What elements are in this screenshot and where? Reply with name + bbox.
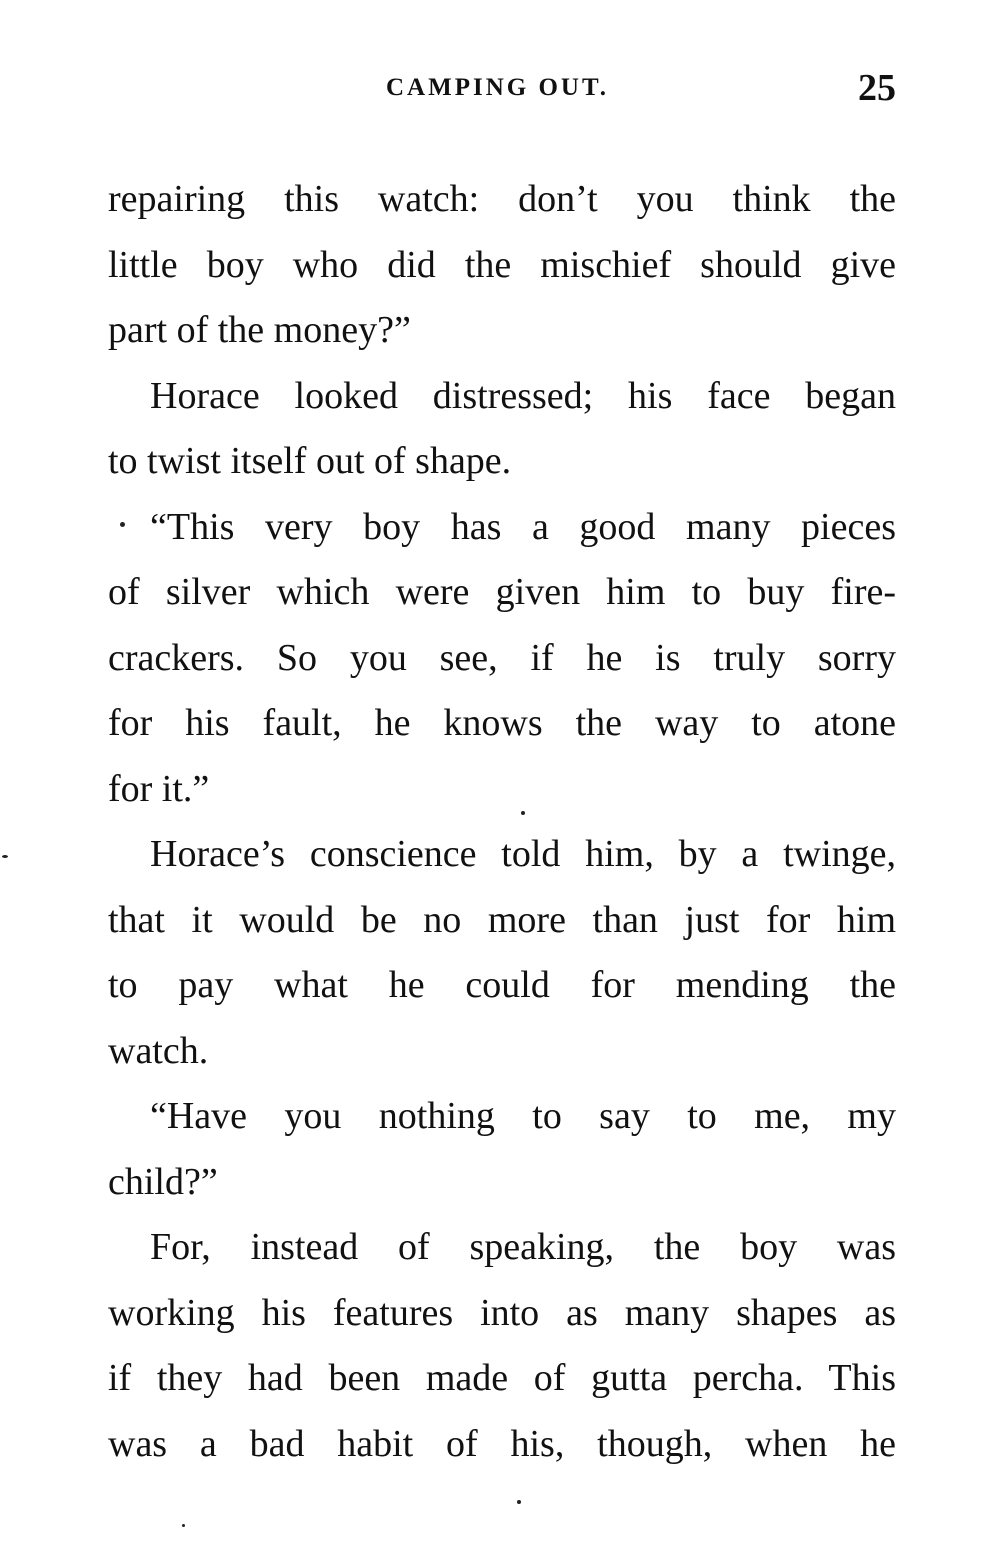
- body-text: [108, 167, 896, 1477]
- text-line: little boy who did the mischief should give: [108, 243, 896, 286]
- print-speck: [521, 811, 525, 815]
- text-line: working his features into as many shapes as: [108, 1291, 896, 1334]
- text-line: was a bad habit of his, though, when he: [108, 1422, 896, 1465]
- text-line: to twist itself out of shape.: [108, 440, 512, 482]
- text-line: that it would be no more than just for him: [108, 898, 896, 941]
- text-line: For, instead of speaking, the boy was: [150, 1226, 896, 1268]
- print-speck: [120, 522, 125, 527]
- print-speck: [517, 1500, 521, 1504]
- text-line: for his fault, he knows the way to atone: [108, 702, 896, 744]
- running-head: CAMPING OUT.: [386, 74, 610, 101]
- text-line: for it.”: [108, 767, 210, 810]
- text-line: if they had been made of gutta percha. This: [108, 1357, 896, 1399]
- text-line: “Have you nothing to say to me, my: [150, 1095, 896, 1137]
- text-line: repairing this watch: don’t you think the: [108, 178, 896, 220]
- text-line: child?”: [108, 1160, 218, 1203]
- text-line: watch.: [108, 1029, 209, 1072]
- text-line: Horace looked distressed; his face began: [150, 374, 896, 417]
- text-line: part of the money?”: [108, 309, 411, 351]
- text-line: of silver which were given him to buy fire-: [108, 571, 896, 613]
- text-line: “This very boy has a good many pieces: [150, 505, 896, 548]
- print-speck: [2, 855, 8, 858]
- print-speck: [182, 1524, 185, 1527]
- text-line: crackers. So you see, if he is truly sorry: [108, 636, 896, 679]
- page-number: 25: [858, 67, 896, 109]
- text-line: Horace’s conscience told him, by a twinge,: [150, 833, 896, 875]
- text-line: to pay what he could for mending the: [108, 964, 896, 1006]
